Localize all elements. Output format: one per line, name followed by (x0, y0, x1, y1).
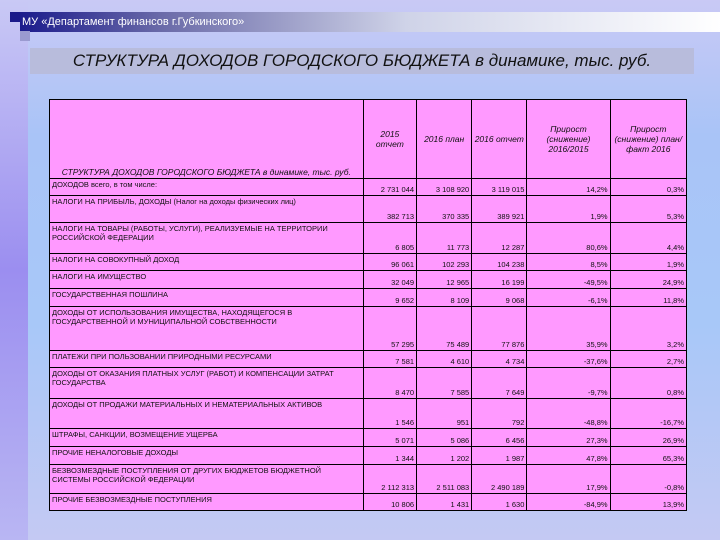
table-cell-value: 1,9% (610, 254, 686, 271)
table-row (50, 351, 687, 368)
table-cell-value: 1 546 (363, 399, 416, 429)
table-cell-value: 96 061 (363, 254, 416, 271)
table-cell-label: ПЛАТЕЖИ ПРИ ПОЛЬЗОВАНИИ ПРИРОДНЫМИ РЕСУРСАМИ (50, 351, 364, 368)
table-cell-value: -0,8% (610, 465, 686, 494)
table-cell-value: 3,2% (610, 307, 686, 351)
table-cell-label: НАЛОГИ НА СОВОКУПНЫЙ ДОХОД (50, 254, 364, 271)
table-cell-value: 7 649 (472, 368, 527, 399)
table-cell-value: 8 470 (363, 368, 416, 399)
table-cell-label: ДОХОДЫ ОТ ИСПОЛЬЗОВАНИЯ ИМУЩЕСТВА, НАХОДЯЩЕГОСЯ В ГОСУДАРСТВЕННОЙ И МУНИЦИПАЛЬНОЙ СОБСТВЕННОСТИ (50, 307, 364, 351)
table-cell-value: 9 652 (363, 289, 416, 307)
table-cell-value: 1 987 (472, 447, 527, 465)
left-decoration (0, 0, 28, 540)
table-cell-value: 2 490 189 (472, 465, 527, 494)
table-cell-label: ПРОЧИЕ НЕНАЛОГОВЫЕ ДОХОДЫ (50, 447, 364, 465)
table-cell-value: 12 287 (472, 223, 527, 254)
table-cell-value: 0,8% (610, 368, 686, 399)
table-cell-value: 75 489 (417, 307, 472, 351)
table-cell-value: 2 511 083 (417, 465, 472, 494)
table-cell-label: НАЛОГИ НА ПРИБЫЛЬ, ДОХОДЫ (Налог на доходы физических лиц) (50, 196, 364, 223)
table-row (50, 289, 687, 307)
table-cell-label: ДОХОДОВ всего, в том числе: (50, 179, 364, 196)
table-cell-value: 57 295 (363, 307, 416, 351)
table-cell-value: 2,7% (610, 351, 686, 368)
table-cell-value: 24,9% (610, 271, 686, 289)
table-cell-value: 6 805 (363, 223, 416, 254)
table-cell-value: 4,4% (610, 223, 686, 254)
table-cell-value: 102 293 (417, 254, 472, 271)
table-cell-value: -48,8% (527, 399, 610, 429)
table-cell-value: 77 876 (472, 307, 527, 351)
table-cell-label: ПРОЧИЕ БЕЗВОЗМЕЗДНЫЕ ПОСТУПЛЕНИЯ (50, 494, 364, 511)
table-cell-value: 7 581 (363, 351, 416, 368)
table-row (50, 465, 687, 494)
table-cell-value: 4 734 (472, 351, 527, 368)
table-cell-label: ГОСУДАРСТВЕННАЯ ПОШЛИНА (50, 289, 364, 307)
table-cell-value: 65,3% (610, 447, 686, 465)
table-row (50, 271, 687, 289)
column-header: 2016 план (417, 100, 472, 179)
table-row (50, 307, 687, 351)
table-cell-value: 11,8% (610, 289, 686, 307)
column-header: Прирост (снижение) 2016/2015 (527, 100, 610, 179)
table-row (50, 429, 687, 447)
table-cell-value: 26,9% (610, 429, 686, 447)
table-cell-value: 1 202 (417, 447, 472, 465)
table-cell-value: -37,6% (527, 351, 610, 368)
table-cell-value: 9 068 (472, 289, 527, 307)
table-row (50, 196, 687, 223)
table-cell-value: 6 456 (472, 429, 527, 447)
table-cell-value: 7 585 (417, 368, 472, 399)
table-cell-value: 382 713 (363, 196, 416, 223)
table-cell-value: 10 806 (363, 494, 416, 511)
table-cell-value: 16 199 (472, 271, 527, 289)
column-header-label: СТРУКТУРА ДОХОДОВ ГОРОДСКОГО БЮДЖЕТА в динамике, тыс. руб. (50, 100, 364, 179)
table-cell-value: 2 112 313 (363, 465, 416, 494)
table-cell-value: -84,9% (527, 494, 610, 511)
table-cell-value: 2 731 044 (363, 179, 416, 196)
table-cell-value: 1 344 (363, 447, 416, 465)
table-cell-value: 14,2% (527, 179, 610, 196)
table-cell-label: НАЛОГИ НА ТОВАРЫ (РАБОТЫ, УСЛУГИ), РЕАЛИЗУЕМЫЕ НА ТЕРРИТОРИИ РОССИЙСКОЙ ФЕДЕРАЦИИ (50, 223, 364, 254)
table-cell-value: 792 (472, 399, 527, 429)
table-cell-label: НАЛОГИ НА ИМУЩЕСТВО (50, 271, 364, 289)
table-row (50, 447, 687, 465)
table-row (50, 254, 687, 271)
table-cell-value: 80,6% (527, 223, 610, 254)
table-cell-value: 5 086 (417, 429, 472, 447)
table-cell-label: БЕЗВОЗМЕЗДНЫЕ ПОСТУПЛЕНИЯ ОТ ДРУГИХ БЮДЖЕТОВ БЮДЖЕТНОЙ СИСТЕМЫ РОССИЙСКОЙ ФЕДЕРАЦИИ (50, 465, 364, 494)
table-cell-value: 3 119 015 (472, 179, 527, 196)
decor-square (10, 12, 20, 22)
table-cell-label: ДОХОДЫ ОТ ПРОДАЖИ МАТЕРИАЛЬНЫХ И НЕМАТЕРИАЛЬНЫХ АКТИВОВ (50, 399, 364, 429)
table-row (50, 223, 687, 254)
table-row (50, 399, 687, 429)
table-cell-value: -49,5% (527, 271, 610, 289)
table-cell-value: -6,1% (527, 289, 610, 307)
table-cell-value: 5,3% (610, 196, 686, 223)
table-row (50, 494, 687, 511)
table-cell-value: 3 108 920 (417, 179, 472, 196)
table-cell-value: 951 (417, 399, 472, 429)
table-cell-value: 27,3% (527, 429, 610, 447)
table-cell-value: 1 431 (417, 494, 472, 511)
table-cell-value: 8,5% (527, 254, 610, 271)
table-cell-value: 389 921 (472, 196, 527, 223)
table-row (50, 179, 687, 196)
table-row (50, 368, 687, 399)
table-cell-value: 104 238 (472, 254, 527, 271)
revenue-table (49, 99, 687, 511)
table-cell-value: 1 630 (472, 494, 527, 511)
column-header: Прирост (снижение) план/факт 2016 (610, 100, 686, 179)
table-cell-value: 5 071 (363, 429, 416, 447)
column-header: 2015 отчет (363, 100, 416, 179)
table-cell-value: 12 965 (417, 271, 472, 289)
table-cell-value: 8 109 (417, 289, 472, 307)
decor-square (20, 31, 30, 41)
table-cell-value: 370 335 (417, 196, 472, 223)
column-header: 2016 отчет (472, 100, 527, 179)
table-cell-label: ДОХОДЫ ОТ ОКАЗАНИЯ ПЛАТНЫХ УСЛУГ (РАБОТ) И КОМПЕНСАЦИИ ЗАТРАТ ГОСУДАРСТВА (50, 368, 364, 399)
table-cell-value: -16,7% (610, 399, 686, 429)
table-cell-value: 35,9% (527, 307, 610, 351)
table-cell-value: -9,7% (527, 368, 610, 399)
table-cell-value: 1,9% (527, 196, 610, 223)
table-cell-label: ШТРАФЫ, САНКЦИИ, ВОЗМЕЩЕНИЕ УЩЕРБА (50, 429, 364, 447)
organization-banner: МУ «Департамент финансов г.Губкинского» (20, 12, 720, 32)
table-cell-value: 11 773 (417, 223, 472, 254)
table-cell-value: 4 610 (417, 351, 472, 368)
table-cell-value: 32 049 (363, 271, 416, 289)
table-cell-value: 13,9% (610, 494, 686, 511)
table-cell-value: 17,9% (527, 465, 610, 494)
slide-title: СТРУКТУРА ДОХОДОВ ГОРОДСКОГО БЮДЖЕТА в динамике, тыс. руб. (30, 48, 694, 74)
table-cell-value: 0,3% (610, 179, 686, 196)
table-cell-value: 47,8% (527, 447, 610, 465)
